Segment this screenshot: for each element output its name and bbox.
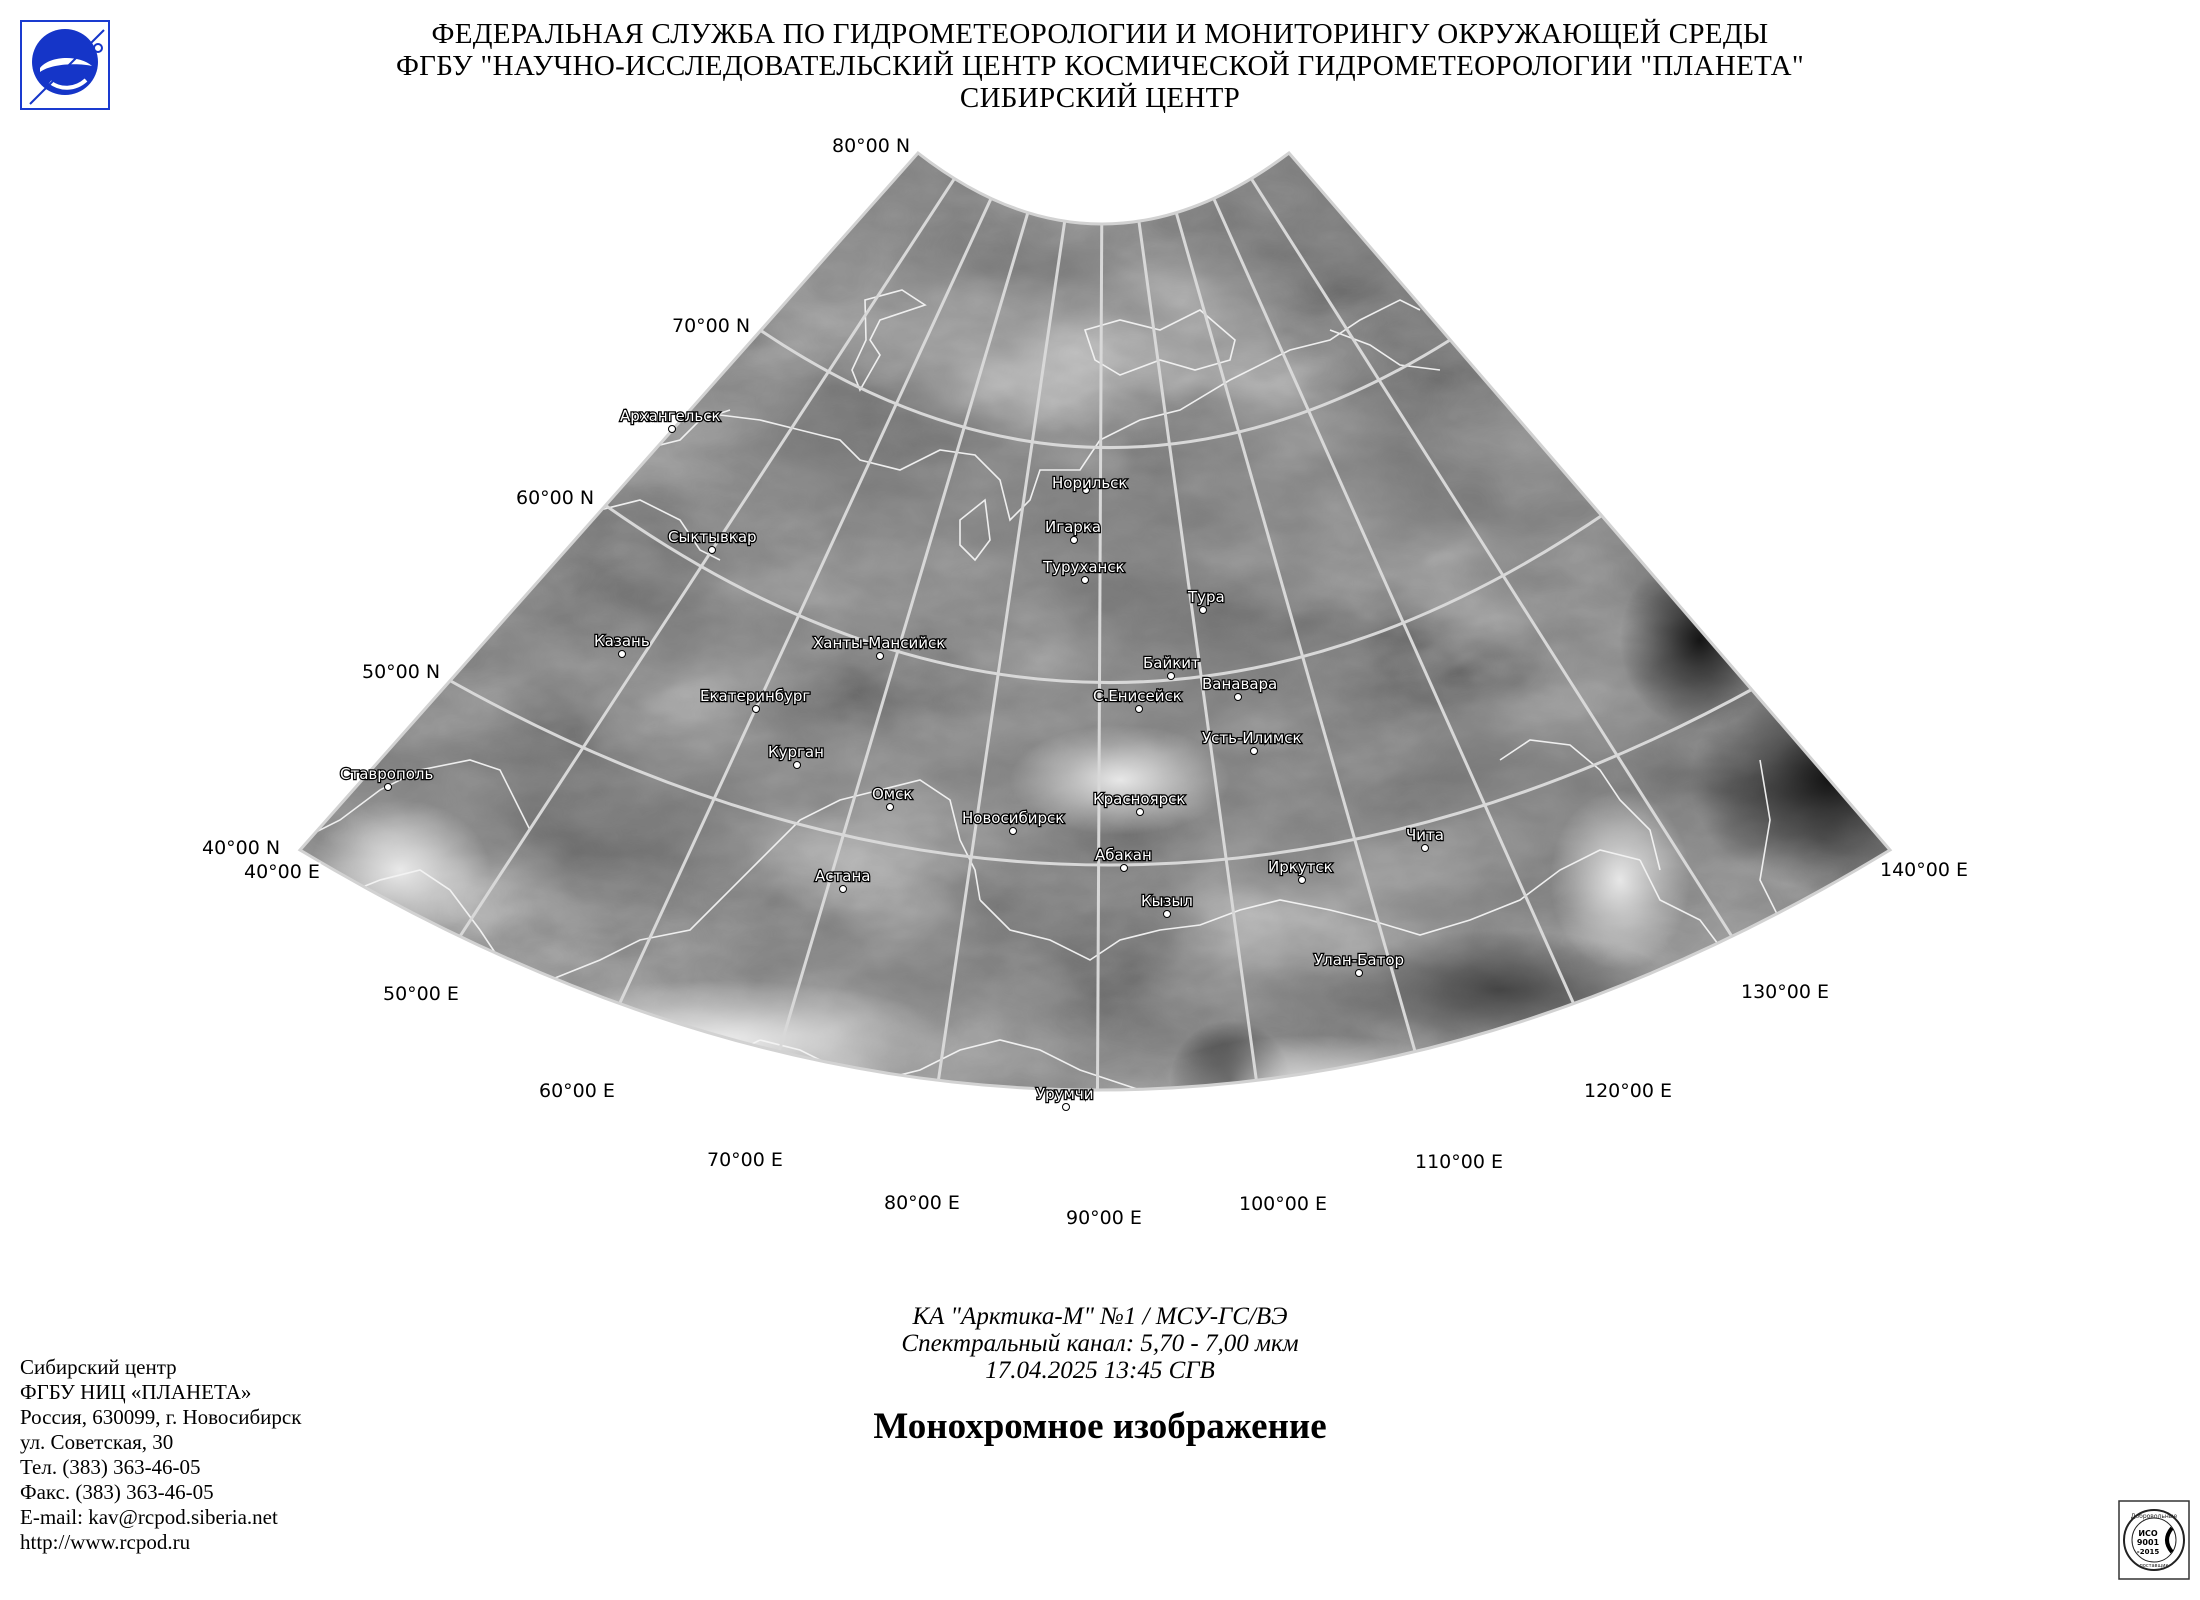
lon-label-100: 100°00 E [1239,1193,1327,1215]
lon-label-120: 120°00 E [1584,1080,1672,1102]
lon-label-50: 50°00 E [383,983,459,1005]
city-name: Ванавара [1202,675,1278,693]
iso-code: ИСО [2138,1529,2158,1538]
city-name: С.Енисейск [1093,687,1182,705]
header-line-2: ФГБУ "НАУЧНО-ИССЛЕДОВАТЕЛЬСКИЙ ЦЕНТР КОСМИЧЕСКОЙ ГИДРОМЕТЕОРОЛОГИИ "ПЛАНЕТА" [395,50,1805,82]
city-norilsk [1052,474,1127,494]
contact-block [20,1355,301,1555]
iso-certification-icon [2118,1500,2190,1580]
contact-line: Россия, 630099, г. Новосибирск [20,1405,302,1429]
caption-channel: Спектральный канал: 5,70 - 7,00 мкм [901,1330,1299,1357]
lon-label-90: 90°00 E [1066,1207,1142,1229]
city-name: Байкит [1143,654,1200,672]
city-name: Иркутск [1268,858,1333,876]
iso-number: 9001 [2136,1538,2160,1547]
contact-line: Сибирский центр [20,1355,177,1379]
city-name: Архангельск [620,407,721,425]
city-urumqi [1036,1085,1093,1111]
lon-label-140: 140°00 E [1880,859,1968,881]
lon-label-80: 80°00 E [884,1192,960,1214]
city-name: Игарка [1045,518,1102,536]
city-name: Тура [1188,588,1225,606]
city-name: Сыктывкар [668,528,757,546]
contact-line: ФГБУ НИЦ «ПЛАНЕТА» [20,1380,252,1404]
city-name: Чита [1406,826,1444,844]
city-name: Курган [768,743,824,761]
caption-datetime: 17.04.2025 13:45 СГВ [985,1357,1215,1384]
image-title: Монохромное изображение [873,1406,1327,1447]
contact-fax: Факс. (383) 363-46-05 [20,1480,214,1504]
city-name: Норильск [1052,474,1128,492]
city-name: Усть-Илимск [1202,729,1302,747]
lat-label-40: 40°00 N [202,837,281,859]
contact-email[interactable]: E-mail: kav@rcpod.siberia.net [20,1505,278,1529]
lon-label-130: 130°00 E [1741,981,1829,1003]
contact-phone: Тел. (383) 363-46-05 [20,1455,201,1479]
lat-label-60: 60°00 N [516,487,595,509]
city-name: Урумчи [1036,1085,1094,1103]
city-name: Туруханск [1043,558,1125,576]
contact-line: ул. Советская, 30 [20,1430,174,1454]
city-name: Ставрополь [340,765,434,783]
city-name: Новосибирск [962,809,1065,827]
city-name: Астана [815,867,871,885]
caption-satellite: КА "Арктика-М" №1 / МСУ-ГС/ВЭ [912,1303,1288,1330]
contact-website-link[interactable]: http://www.rcpod.ru [20,1530,191,1554]
city-name: Улан-Батор [1314,951,1405,969]
lat-label-80: 80°00 N [832,135,911,157]
lon-label-40: 40°00 E [244,861,320,883]
city-name: Казань [594,632,650,650]
city-name: Екатеринбург [700,687,811,705]
lon-label-70: 70°00 E [707,1149,783,1171]
iso-ring-text: Добровольные [2130,1513,2178,1520]
city-name: Ханты-Мансийск [813,634,946,652]
lat-label-50: 50°00 N [362,661,441,683]
city-name: Кызыл [1141,892,1193,910]
city-name: Омск [872,785,913,803]
city-name: Красноярск [1093,790,1186,808]
lon-label-110: 110°00 E [1415,1151,1503,1173]
lon-label-60: 60°00 E [539,1080,615,1102]
city-name: Абакан [1095,846,1152,864]
header-line-3: СИБИРСКИЙ ЦЕНТР [959,82,1241,114]
image-caption [0,1303,2200,1384]
iso-year: -2015 [2136,1548,2160,1556]
iso-bottom-text: поставщик [2139,1563,2169,1569]
header-line-1: ФЕДЕРАЛЬНАЯ СЛУЖБА ПО ГИДРОМЕТЕОРОЛОГИИ И МОНИТОРИНГУ ОКРУЖАЮЩЕЙ СРЕДЫ [431,18,1769,50]
lat-label-70: 70°00 N [672,315,751,337]
